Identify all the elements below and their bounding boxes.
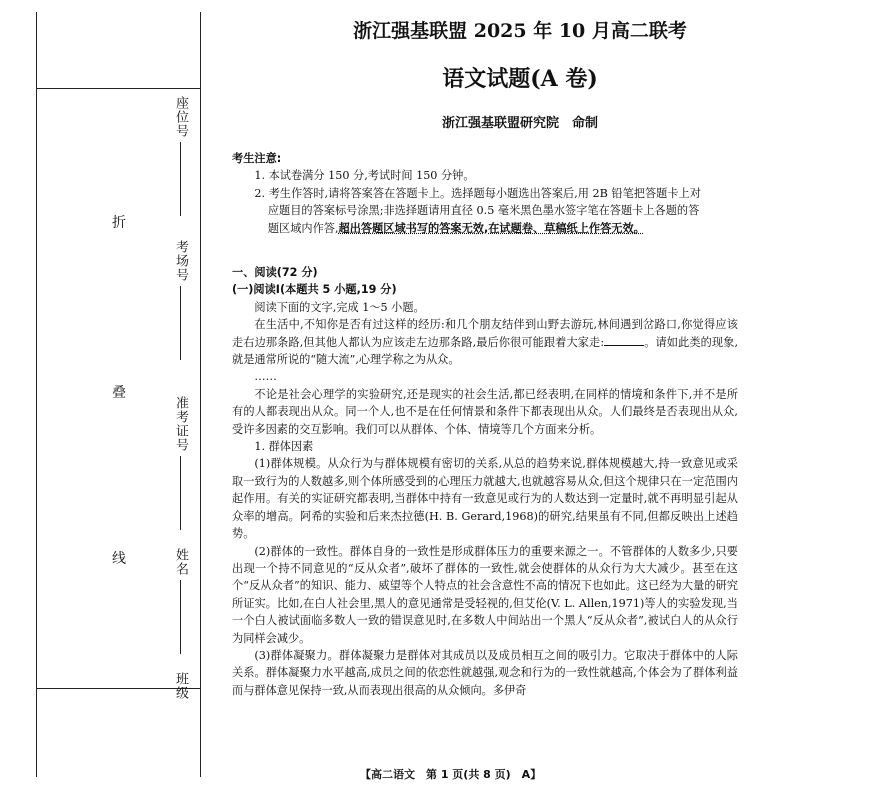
fold-char-3: 线 <box>112 551 126 567</box>
name-blank[interactable] <box>180 580 181 654</box>
notice-item-1: 1. 本试卷满分 150 分,考试时间 150 分钟。 <box>254 169 475 183</box>
subject-title: 语文试题(A 卷) <box>442 66 598 92</box>
section-title: 一、阅读(72 分) <box>232 266 318 279</box>
admission-number-blank[interactable] <box>180 456 181 530</box>
reading-section <box>232 264 738 699</box>
exam-room-field <box>170 240 190 360</box>
paragraph-group-size: (1)群体规模。从众行为与群体规模有密切的关系,从总的趋势来说,群体规模越大,持一致意见或采取一致行为的人数越多,则个体所感受到的心理压力就越大,也就越容易从众,但这个规律只在一定范围内起作用。有关的实证研究都表明,当群体中持有一致意见或行为的人数达到一定量时,就不再明显引起从众率的增高。阿希的实验和后来杰拉德(H. B. Gerard,1968)的研究,结果虽有不同,但都反映出上述趋势。 <box>232 457 738 541</box>
fold-char-1: 折 <box>112 215 126 231</box>
ellipsis: …… <box>254 370 277 384</box>
notice-block <box>232 150 738 237</box>
notice-heading: 考生注意: <box>232 152 282 165</box>
binding-line-left <box>36 12 37 777</box>
seat-number-blank[interactable] <box>180 142 181 216</box>
admission-number-field <box>170 396 190 530</box>
notice-emphasis: 超出答题区域书写的答案无效,在试题卷、草稿纸上作答无效。 <box>338 221 645 235</box>
notice-item-2b: 应题目的答案标号涂黑;非选择题请用直径 0.5 毫米黑色墨水签字笔在答题卡上各题的答 <box>267 204 700 218</box>
admission-number-label: 准考证号 <box>173 396 188 452</box>
paragraph-group-cohesion: (3)群体凝聚力。群体凝聚力是群体对其成员以及成员相互之间的吸引力。它取决于群体中的人际关系。群体凝聚力水平越高,成员之间的依恋性就越强,观念和行为的一致性就越高,个体会为了群体利益而与群体意见保持一致,从而表现出很高的从众倾向。多伊奇 <box>232 648 738 697</box>
instruction: 阅读下面的文字,完成 1～5 小题。 <box>254 300 425 314</box>
exam-title: 浙江强基联盟 2025 年 10 月高二联考 <box>353 20 687 42</box>
class-field <box>170 672 190 700</box>
fold-char-2: 叠 <box>112 385 126 401</box>
seat-number-field <box>170 96 190 216</box>
paragraph-1-text-a: 在生活中,不知你是否有过这样的经历:和几个朋友结伴到山野去游玩,林间遇到岔路口,你觉得应该走右边那条路,但其他人都认为应该走左边那条路,最后你很可能跟着大家走: <box>232 318 738 349</box>
class-label: 班级 <box>173 672 188 700</box>
name-field <box>170 548 190 654</box>
exam-room-label: 考场号 <box>173 240 188 282</box>
notice-item-2c <box>232 220 738 237</box>
paragraph-1 <box>232 316 738 368</box>
seat-number-label: 座位号 <box>173 96 188 138</box>
name-label: 姓名 <box>173 548 188 576</box>
paragraph-group-consistency: (2)群体的一致性。群体自身的一致性是形成群体压力的重要来源之一。不管群体的人数多少,只要出现一个持不同意见的“反从众者”,破坏了群体的一致性,就会使群体的从众行为大大减少。甚至在这个“反从众者”的知识、能力、威望等个人特点的社会含意性不高的情况下也如此。这已经为大量的研究所证实。比如,在白人社会里,黑人的意见通常是受轻视的,但艾伦(V. L. Allen,1971)等人的实验发现,当一个白人被试面临多数人一致的错误意见时,在多数人中间站出一个黑人“反从众者”,被试白人的从众行为同样会减少。 <box>232 544 738 645</box>
binding-line-right <box>200 12 201 777</box>
notice-item-2a: 2. 考生作答时,请将答案答在答题卡上。选择题每小题选出答案后,用 2B 铅笔把答题卡上对 <box>254 186 701 200</box>
page-footer: 【高二语文 第 1 页(共 8 页) A】 <box>360 768 542 781</box>
notice-item-2c-text: 题区域内作答, <box>267 221 339 235</box>
author-line: 浙江强基联盟研究院 命制 <box>441 116 598 131</box>
paragraph-2: 不论是社会心理学的实验研究,还是现实的社会生活,都已经表明,在同样的情境和条件下,并不是所有的人都表现出从众。同一个人,也不是在任何情景和条件下都表现出从众。人们最终是否表现出从众,受许多因素的交互影响。我们可以从群体、个体、情境等几个方面来分析。 <box>232 387 738 436</box>
exam-room-blank[interactable] <box>180 286 181 360</box>
binding-top-rule <box>36 88 200 89</box>
paragraph-1-text-b: 。请如此类的现象,就是通常所说的“随大流”,心理学称之为从众。 <box>232 335 738 367</box>
section-subtitle: (一)阅读Ⅰ(本题共 5 小题,19 分) <box>232 283 397 297</box>
fill-blank[interactable] <box>604 334 644 346</box>
heading-group-factors: 1. 群体因素 <box>254 440 314 454</box>
